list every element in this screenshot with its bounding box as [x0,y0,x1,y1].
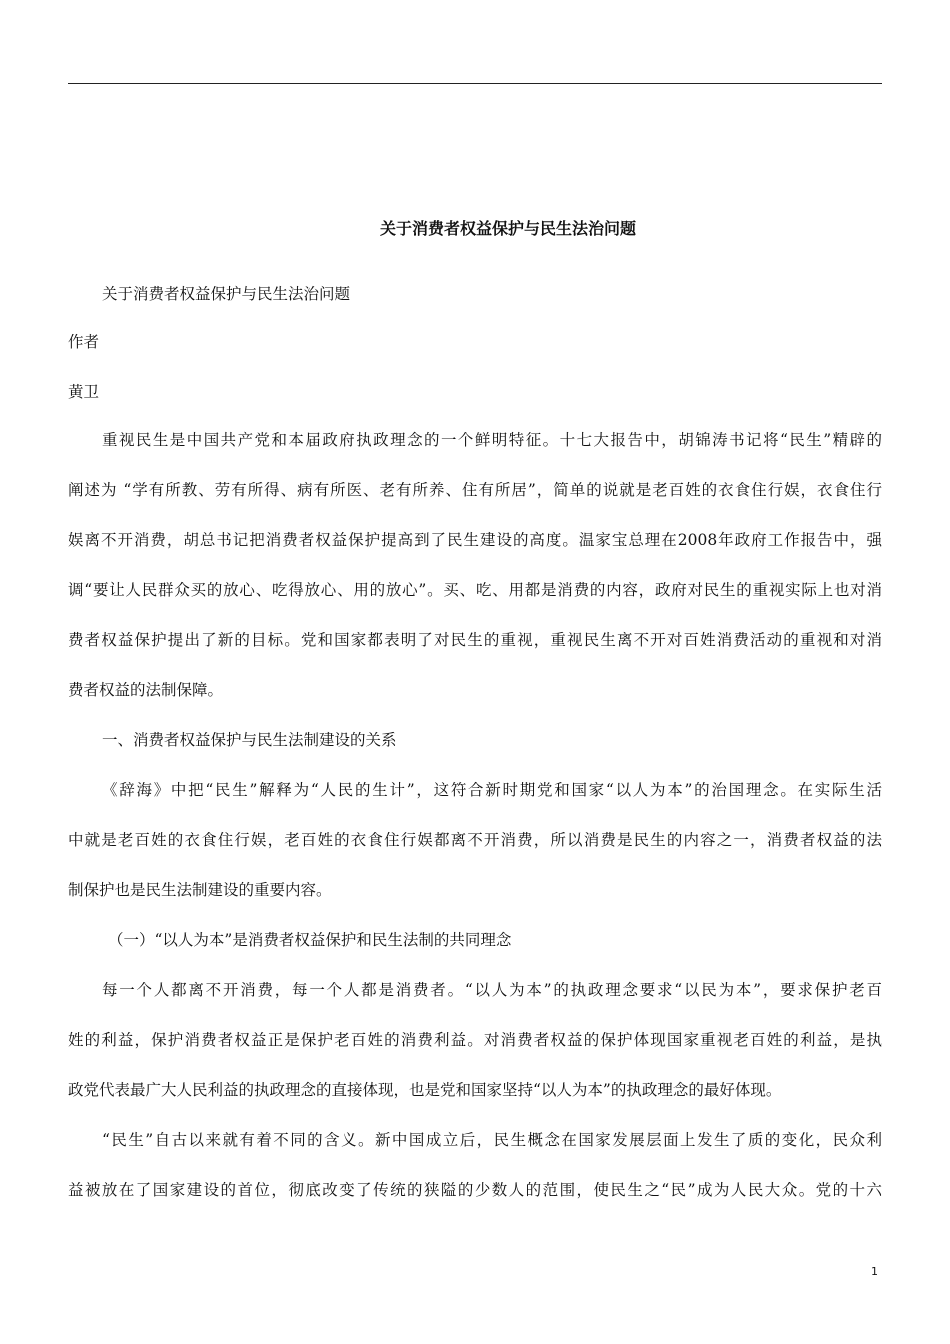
document-title: 关于消费者权益保护与民生法治问题 [379,219,636,238]
paragraph-line: 每一个人都离不开消费，每一个人都是消费者。“以人为本”的执政理念要求“以民为本”，要求保护老百 [102,981,882,999]
paragraph-line: 娱离不开消费，胡总书记把消费者权益保护提高到了民生建设的高度。温家宝总理在2008年政府工作报告中，强 [68,531,882,549]
paragraph-line: “民生”自古以来就有着不同的含义。新中国成立后，民生概念在国家发展层面上发生了质的变化，民众利 [102,1131,882,1149]
paragraph-line: 政党代表最广大人民利益的执政理念的直接体现，也是党和国家坚持“以人为本”的执政理念的最好体现。 [68,1081,782,1099]
subsection-heading-1: （一）“以人为本”是消费者权益保护和民生法制的共同理念 [108,931,512,949]
paragraph-line: 姓的利益，保护消费者权益正是保护老百姓的消费利益。对消费者权益的保护体现国家重视老百姓的利益，是执 [68,1031,882,1049]
paragraph-line: 费者权益的法制保障。 [68,681,224,699]
paragraph-line: 制保护也是民生法制建设的重要内容。 [68,881,332,899]
header-rule [68,83,882,84]
paragraph-line: 《辞海》中把“民生”解释为“人民的生计”，这符合新时期党和国家“以人为本”的治国理念。在实际生活 [102,781,882,799]
section-heading-1: 一、消费者权益保护与民生法制建设的关系 [102,731,397,749]
page-number: 1 [871,1265,878,1278]
paragraph-line: 阐述为 “学有所教、劳有所得、病有所医、老有所养、住有所居”，简单的说就是老百姓的衣食住行娱，衣食住行 [68,481,882,499]
paragraph-line: 重视民生是中国共产党和本届政府执政理念的一个鲜明特征。十七大报告中，胡锦涛书记将“民生”精辟的 [102,431,882,449]
author-label: 作者 [68,333,100,351]
paragraph-line: 费者权益保护提出了新的目标。党和国家都表明了对民生的重视，重视民生离不开对百姓消费活动的重视和对消 [68,631,882,649]
author-name: 黄卫 [68,383,100,401]
paragraph-line: 中就是老百姓的衣食住行娱，老百姓的衣食住行娱都离不开消费，所以消费是民生的内容之一，消费者权益的法 [68,831,882,849]
paragraph-line: 益被放在了国家建设的首位，彻底改变了传统的狭隘的少数人的范围，使民生之“民”成为人民大众。党的十六 [68,1181,882,1199]
paragraph-line: 调“要让人民群众买的放心、吃得放心、用的放心”。买、吃、用都是消费的内容，政府对民生的重视实际上也对消 [68,581,882,599]
subtitle-line: 关于消费者权益保护与民生法治问题 [102,285,351,303]
